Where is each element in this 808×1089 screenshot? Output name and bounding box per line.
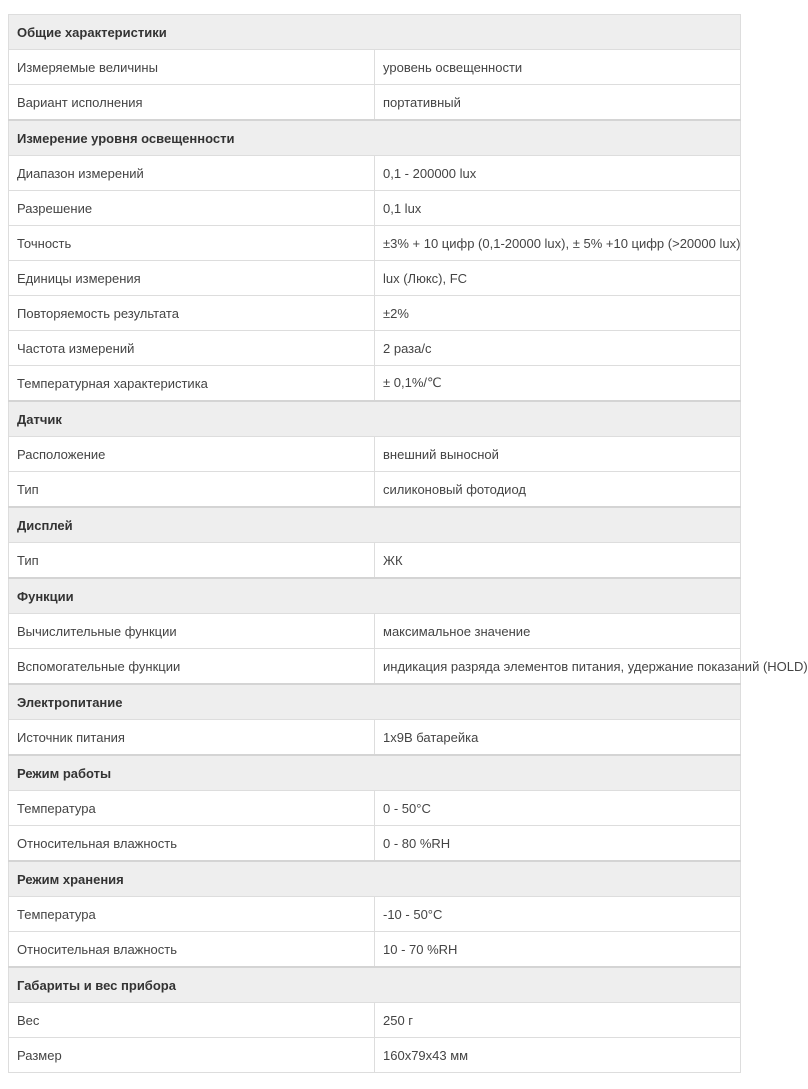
param-name: Разрешение xyxy=(9,191,375,226)
param-value: 0 - 80 %RH xyxy=(375,826,741,862)
param-name: Повторяемость результата xyxy=(9,296,375,331)
param-name: Тип xyxy=(9,543,375,579)
section-title: Измерение уровня освещенности xyxy=(9,120,741,156)
param-value: уровень освещенности xyxy=(375,50,741,85)
param-value: ЖК xyxy=(375,543,741,579)
param-name: Источник питания xyxy=(9,720,375,756)
param-value: ±3% + 10 цифр (0,1-20000 lux), ± 5% +10 цифр (>20000 lux) xyxy=(375,226,741,261)
param-name: Частота измерений xyxy=(9,331,375,366)
param-name: Температура xyxy=(9,897,375,932)
param-value: 1х9В батарейка xyxy=(375,720,741,756)
section-header xyxy=(9,15,741,50)
section-title: Функции xyxy=(9,578,741,614)
section-header xyxy=(9,755,741,791)
table-row xyxy=(9,826,741,862)
table-row xyxy=(9,614,741,649)
param-value: 0,1 - 200000 lux xyxy=(375,156,741,191)
table-row xyxy=(9,331,741,366)
section-title: Режим работы xyxy=(9,755,741,791)
table-row xyxy=(9,1003,741,1038)
param-name: Диапазон измерений xyxy=(9,156,375,191)
table-row xyxy=(9,897,741,932)
param-name: Единицы измерения xyxy=(9,261,375,296)
table-row xyxy=(9,261,741,296)
param-value: -10 - 50°C xyxy=(375,897,741,932)
param-value: индикация разряда элементов питания, удержание показаний (HOLD) xyxy=(375,649,741,685)
section-header xyxy=(9,578,741,614)
table-row xyxy=(9,1038,741,1073)
param-name: Температура xyxy=(9,791,375,826)
section-header xyxy=(9,967,741,1003)
param-name: Вес xyxy=(9,1003,375,1038)
param-name: Вспомогательные функции xyxy=(9,649,375,685)
param-value: 2 раза/с xyxy=(375,331,741,366)
specifications-table xyxy=(8,14,808,1073)
section-title: Габариты и вес прибора xyxy=(9,967,741,1003)
table-row xyxy=(9,649,741,685)
param-value: ± 0,1%/℃ xyxy=(375,366,741,402)
section-header xyxy=(9,507,741,543)
param-name: Вычислительные функции xyxy=(9,614,375,649)
param-name: Точность xyxy=(9,226,375,261)
param-name: Тип xyxy=(9,472,375,508)
param-value: lux (Люкс), FC xyxy=(375,261,741,296)
param-value: силиконовый фотодиод xyxy=(375,472,741,508)
table-row xyxy=(9,85,741,121)
table-row xyxy=(9,791,741,826)
param-name: Измеряемые величины xyxy=(9,50,375,85)
table-row xyxy=(9,226,741,261)
param-value: внешний выносной xyxy=(375,437,741,472)
param-value: 0 - 50°C xyxy=(375,791,741,826)
table-row xyxy=(9,156,741,191)
section-title: Общие характеристики xyxy=(9,15,741,50)
section-header xyxy=(9,120,741,156)
param-name: Размер xyxy=(9,1038,375,1073)
table-row xyxy=(9,296,741,331)
table-row xyxy=(9,543,741,579)
table-row xyxy=(9,366,741,402)
param-value: 10 - 70 %RH xyxy=(375,932,741,968)
table-row xyxy=(9,191,741,226)
table-row xyxy=(9,437,741,472)
section-title: Электропитание xyxy=(9,684,741,720)
section-title: Датчик xyxy=(9,401,741,437)
param-name: Относительная влажность xyxy=(9,826,375,862)
param-value: ±2% xyxy=(375,296,741,331)
table-row xyxy=(9,50,741,85)
param-name: Расположение xyxy=(9,437,375,472)
table-row xyxy=(9,720,741,756)
specifications-body xyxy=(9,15,808,1073)
table-row xyxy=(9,932,741,968)
param-value: максимальное значение xyxy=(375,614,741,649)
table-row xyxy=(9,472,741,508)
param-name: Вариант исполнения xyxy=(9,85,375,121)
section-header xyxy=(9,684,741,720)
param-value: портативный xyxy=(375,85,741,121)
section-title: Режим хранения xyxy=(9,861,741,897)
section-title: Дисплей xyxy=(9,507,741,543)
param-name: Температурная характеристика xyxy=(9,366,375,402)
param-name: Относительная влажность xyxy=(9,932,375,968)
param-value: 160х79х43 мм xyxy=(375,1038,741,1073)
section-header xyxy=(9,861,741,897)
section-header xyxy=(9,401,741,437)
param-value: 0,1 lux xyxy=(375,191,741,226)
param-value: 250 г xyxy=(375,1003,741,1038)
